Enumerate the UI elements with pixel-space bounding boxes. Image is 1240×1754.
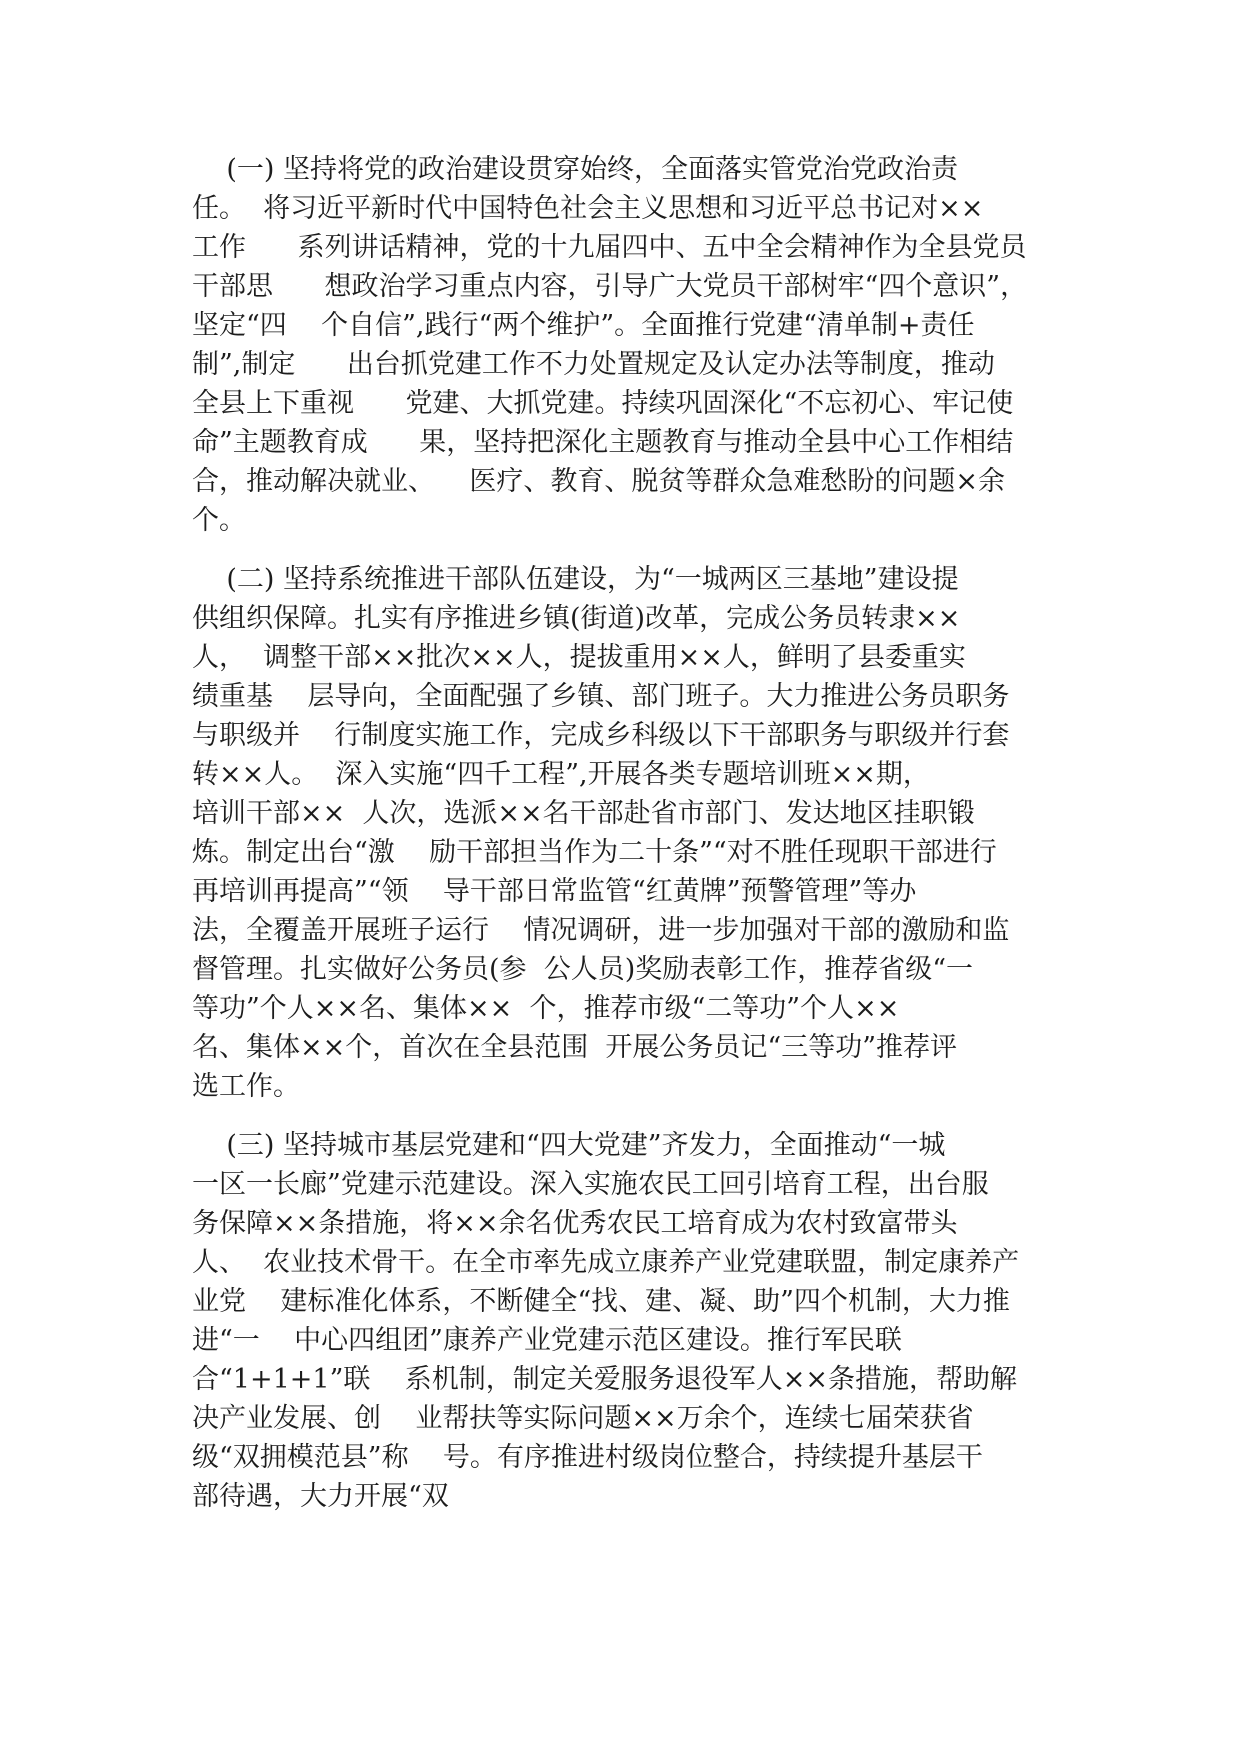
text-line: 全县上下重视 党建、大抓党建。持续巩固深化“不忘初心、牢记使 bbox=[192, 388, 1014, 419]
text-line: 再培训再提高”“领 导干部日常监管“红黄牌”预警管理”等办 bbox=[192, 876, 917, 907]
text-line: (一) 坚持将党的政治建设贯穿始终，全面落实管党治党政治责 bbox=[192, 154, 958, 185]
text-line: 坚定“四 个自信”,践行“两个维护”。全面推行党建“清单制+责任 bbox=[192, 310, 975, 341]
text-line: 决产业发展、创 业帮扶等实际问题××万余个，连续七届荣获省 bbox=[192, 1403, 974, 1434]
text-line: 合，推动解决就业、 医疗、教育、脱贫等群众急难愁盼的问题×余 bbox=[192, 466, 1005, 497]
text-line: 绩重基 层导向，全面配强了乡镇、部门班子。大力推进公务员职务 bbox=[192, 681, 1010, 712]
text-line: 炼。制定出台“激 励干部担当作为二十条”“对不胜任现职干部进行 bbox=[192, 837, 997, 868]
text-line: 务保障××条措施，将××余名优秀农民工培育成为农村致富带头 bbox=[192, 1208, 958, 1239]
text-line: 制”,制定 出台抓党建工作不力处置规定及认定办法等制度，推动 bbox=[192, 349, 995, 380]
text-line: (二) 坚持系统推进干部队伍建设，为“一城两区三基地”建设提 bbox=[192, 564, 959, 595]
text-line: 一区一长廊”党建示范建设。深入实施农民工回引培育工程，出台服 bbox=[192, 1169, 989, 1200]
text-line: 工作 系列讲话精神，党的十九届四中、五中全会精神作为全县党员 bbox=[192, 232, 1027, 263]
text-line: (三) 坚持城市基层党建和“四大党建”齐发力，全面推动“一城 bbox=[192, 1130, 946, 1161]
text-line: 进“一 中心四组团”康养产业党建示范区建设。推行军民联 bbox=[192, 1325, 902, 1356]
text-line: 级“双拥模范县”称 号。有序推进村级岗位整合，持续提升基层干 bbox=[192, 1442, 983, 1473]
text-line: 选工作。 bbox=[192, 1071, 300, 1102]
text-line: 人， 调整干部××批次××人，提拔重用××人，鲜明了县委重实 bbox=[192, 642, 966, 673]
text-line: 部待遇，大力开展“双 bbox=[192, 1481, 449, 1512]
text-line: 督管理。扎实做好公务员(参 公人员)奖励表彰工作，推荐省级“一 bbox=[192, 954, 974, 985]
document-body bbox=[192, 150, 1064, 1536]
text-line: 培训干部×× 人次，选派××名干部赴省市部门、发达地区挂职锻 bbox=[192, 798, 975, 829]
text-line: 等功”个人××名、集体×× 个，推荐市级“二等功”个人×× bbox=[192, 993, 900, 1024]
text-line: 转××人。 深入实施“四千工程”,开展各类专题培训班××期， bbox=[192, 759, 930, 790]
text-line: 命”主题教育成 果，坚持把深化主题教育与推动全县中心工作相结 bbox=[192, 427, 1014, 458]
text-line: 合“1+1+1”联 系机制，制定关爱服务退役军人××条措施，帮助解 bbox=[192, 1364, 1017, 1395]
text-line: 名、集体××个，首次在全县范围 开展公务员记“三等功”推荐评 bbox=[192, 1032, 958, 1063]
text-line: 人、 农业技术骨干。在全市率先成立康养产业党建联盟，制定康养产 bbox=[192, 1247, 1020, 1278]
text-line: 个。 bbox=[192, 505, 246, 536]
text-line: 业党 建标准化体系，不断健全“找、建、凝、助”四个机制，大力推 bbox=[192, 1286, 1010, 1317]
text-line: 任。 将习近平新时代中国特色社会主义思想和习近平总书记对×× bbox=[192, 193, 984, 224]
paragraph-1 bbox=[192, 150, 1064, 540]
paragraph-3 bbox=[192, 1126, 1064, 1516]
text-line: 干部思 想政治学习重点内容，引导广大党员干部树牢“四个意识”， bbox=[192, 271, 1028, 302]
text-line: 供组织保障。扎实有序推进乡镇(街道)改革，完成公务员转隶×× bbox=[192, 603, 961, 634]
paragraph-2 bbox=[192, 560, 1064, 1106]
text-line: 与职级并 行制度实施工作，完成乡科级以下干部职务与职级并行套 bbox=[192, 720, 1010, 751]
text-line: 法，全覆盖开展班子运行 情况调研，进一步加强对干部的激励和监 bbox=[192, 915, 1010, 946]
